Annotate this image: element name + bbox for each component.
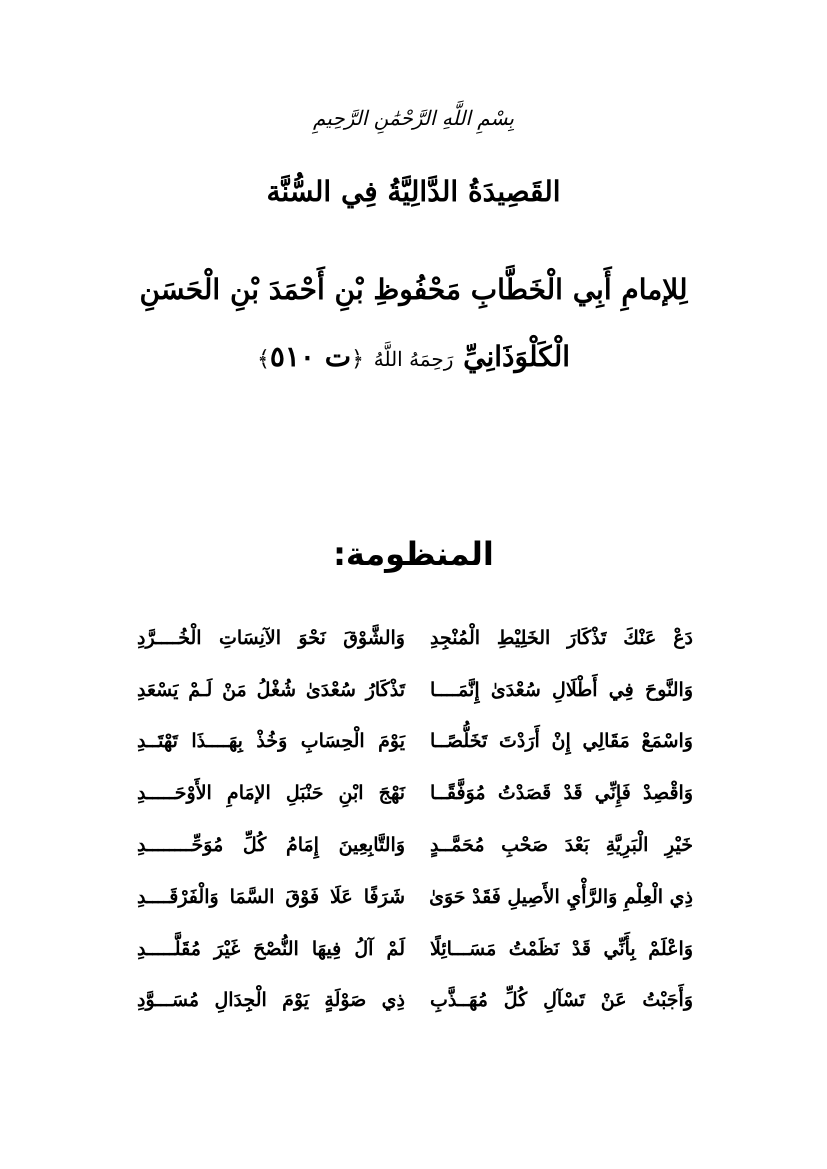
verse-first-hemistich: وَاسْمَعْ مَقَالِي إِنْ أَرَدْتَ تَخَلُّصًــا xyxy=(430,730,693,753)
verse-first-hemistich: دَعْ عَنْكَ تَذْكَارَ الخَلِيْطِ الْمُنْجِدِ xyxy=(430,626,693,649)
verse-list xyxy=(137,612,693,1026)
verse-row xyxy=(137,716,693,768)
verse-second-hemistich: لَمْ آلُ فِيهَا النُّصْحَ غَيْرَ مُقَلَّـــــدِ xyxy=(137,937,405,960)
verse-second-hemistich: وَالشَّوْقَ نَحْوَ الآنِسَاتِ الْخُــــرَّدِ xyxy=(137,626,405,649)
verse-first-hemistich: خَيْرِ الْبَرِيَّةِ بَعْدَ صَحْبِ مُحَمَّــدٍ xyxy=(430,834,693,857)
verse-first-hemistich: وَاعْلَمْ بِأَنِّي قَدْ نَظَمْتُ مَسَـــائِلًا xyxy=(430,937,693,960)
honorific-rahimahullah: رَحِمَهُ اللَّهُ xyxy=(373,347,454,371)
verse-second-hemistich: ذِي صَوْلَةٍ يَوْمَ الْجِدَالِ مُسَـــوَّدِ xyxy=(137,989,405,1012)
verse-second-hemistich: يَوْمَ الْحِسَابِ وَخُذْ بِهَــــذَا تَهْتَــدِ xyxy=(137,730,405,753)
verse-row xyxy=(137,975,693,1027)
verse-first-hemistich: وَأَجَبْتُ عَنْ تَسْآلِ كُلِّ مُهَــذَّبِ xyxy=(430,989,693,1012)
verse-second-hemistich: نَهْجَ ابْنِ حَنْبَلِ الإمَامِ الأَوْحَـــــدِ xyxy=(137,782,405,805)
basmala: بِسْمِ اللَّهِ الرَّحْمَٰنِ الرَّحِيمِ xyxy=(312,106,514,130)
verse-first-hemistich: وَالنَّوحَ فِي أَطْلَالِ سُعْدَىٰ إِنَّمَــــا xyxy=(430,678,693,701)
death-date: ت ٥١٠ xyxy=(269,340,352,373)
verse-row xyxy=(137,767,693,819)
verse-first-hemistich: وَاقْصِدْ فَإِنِّي قَدْ قَصَدْتُ مُوَفَّقًــا xyxy=(430,782,693,805)
verse-second-hemistich: وَالتَّابِعِينَ إِمَامُ كُلِّ مُوَحِّــــــــدِ xyxy=(137,834,405,857)
verse-second-hemistich: شَرَفًا عَلَا فَوْقَ السَّمَا وَالْفَرْقَــــدِ xyxy=(137,885,405,908)
verse-row xyxy=(137,871,693,923)
poem-title: القَصِيدَةُ الدَّالِيَّةُ فِي السُّنَّة xyxy=(266,175,561,208)
section-heading: المنظومة: xyxy=(333,535,494,573)
verse-second-hemistich: تَذْكَارُ سُعْدَىٰ شُغْلُ مَنْ لَـمْ يَسْعَدِ xyxy=(137,678,405,701)
author-nisba: الْكَلْوَذَانِيِّ xyxy=(463,340,571,373)
verse-row xyxy=(137,819,693,871)
ornament-bracket-close-icon: ﴾ xyxy=(256,347,270,372)
verse-first-hemistich: ذِي الْعِلْمِ وَالرَّأْيِ الأَصِيلِ فَقَدْ حَوَىٰ xyxy=(429,885,693,908)
verse-row xyxy=(137,923,693,975)
author-line-2 xyxy=(0,332,827,385)
verse-row xyxy=(137,612,693,664)
verse-row xyxy=(137,664,693,716)
ornament-bracket-open-icon: ﴿ xyxy=(351,347,364,372)
author-line-1: لِلإمامِ أَبِي الْخَطَّابِ مَحْفُوظِ بْنِ أَحْمَدَ بْنِ الْحَسَنِ xyxy=(139,273,688,306)
